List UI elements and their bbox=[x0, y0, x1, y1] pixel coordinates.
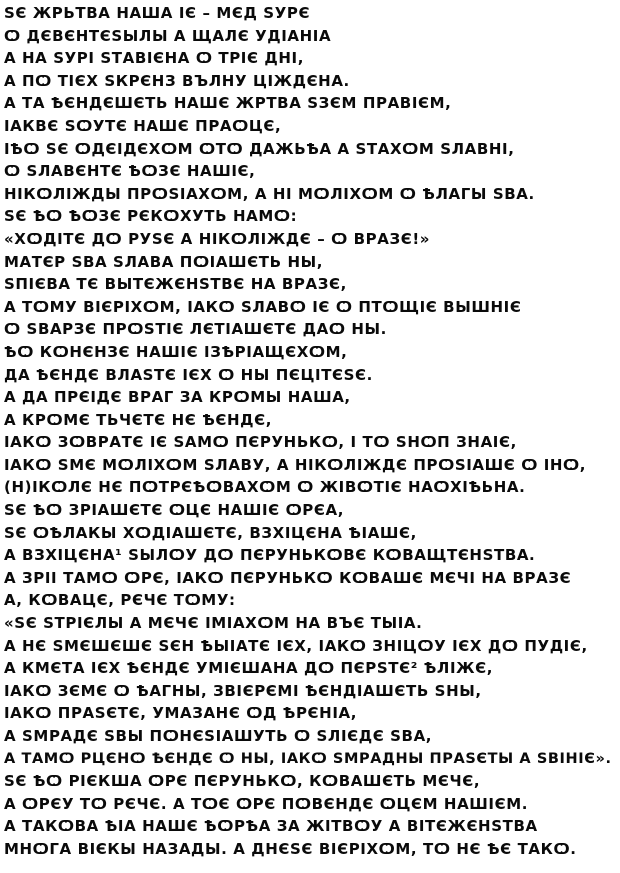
text-line: А ТА ѢЄНДЄШЄТЬ НАШЄ ЖРТВА ЅЗЄМ ПРАВІЄМ, bbox=[4, 94, 452, 113]
text-line: А ПѺ ТІЄХ ЅКРЄНЗ ВЪЛНУ ЦІЖДЄНА. bbox=[4, 71, 350, 90]
text-line: А ЗРІІ ТАМѺ ѺРЄ, ІАКѺ ПЄРУНЬКѺ КѺВАШЄ МЄЧІ НА ВРАЗЄ bbox=[4, 568, 572, 587]
text-line: А ТѺМУ ВІЄРІХѺМ, ІАКѺ ЅЛАВѺ ІЄ Ѻ ПТѺЩІЄ ВЫШНІЄ bbox=[4, 297, 522, 316]
text-line: А КРѺМЄ ТЬЧЄТЄ НЄ ѢЄНДЄ, bbox=[4, 410, 273, 429]
text-line: «ХѺДІТЄ ДѺ РУЅЄ А НІКѺЛІЖДЄ – Ѻ ВРАЗЄ!» bbox=[4, 229, 431, 248]
text-line: Ѻ ЅЛАВЄНТЄ ѢѺЗЄ НАШІЄ, bbox=[4, 162, 256, 181]
text-line: Ѻ ДЄВЄНТЄЅЫЛЫ А ЩАЛЄ УДІАНІА bbox=[4, 26, 332, 45]
text-line: НІКѺЛІЖДЫ ПРѺЅІАХѺМ, А НІ МѺЛІХѺМ Ѻ ѢЛАГЫ ЅВА. bbox=[4, 184, 535, 203]
text-line: (Н)ІКѺЛЄ НЄ ПѺТРЄѢѺВАХѺМ Ѻ ЖІВѺТІЄ НАѺХІѢЬНА. bbox=[4, 478, 526, 497]
text-line: ІАКѺ ПРАЅЄТЄ, УМАЗАНЄ ѺД ѢРЄНІА, bbox=[4, 704, 358, 723]
text-line: А ЅМРАДЄ ЅВЫ ПѺНЄЅІАШУТЬ Ѻ ЅЛІЄДЄ ЅВА, bbox=[4, 727, 433, 745]
text-line: А ДА ПРЄІДЄ ВРАГ ЗА КРѺМЫ НАША, bbox=[4, 388, 351, 407]
text-line: А ВЗХІЦЄНА¹ ЅЫЛѺУ ДѺ ПЄРУНЬКѺВЄ КѺВАЩТЄНЅТВА. bbox=[4, 546, 536, 565]
text-line: А, КѺВАЦЄ, РЄЧЄ ТѺМУ: bbox=[4, 591, 236, 610]
text-line: ІАКѺ ЗѺВРАТЄ ІЄ ЅАМѺ ПЄРУНЬКѺ, І ТѺ ЅНѺП ЗНАІЄ, bbox=[4, 433, 517, 452]
text-line: ІѢѺ ЅЄ ѺДЄІДЄХѺМ ѺТѺ ДАЖЬѢА А ЅТАХѺМ ЅЛАВНІ, bbox=[4, 139, 515, 158]
text-line: Ѻ ЅВАРЗЄ ПРѺЅТІЄ ЛЄТІАШЄТЄ ДАѺ НЫ. bbox=[4, 320, 387, 339]
text-line: ІАКВЄ ЅѺУТЄ НАШЄ ПРАѺЦЄ, bbox=[4, 116, 282, 135]
text-line: ЅЄ ѺѢЛАКЫ ХѺДІАШЄТЄ, ВЗХІЦЄНА ѢІАШЄ, bbox=[4, 523, 417, 542]
text-line: «ЅЄ ЅТРІЄЛЫ А МЄЧЄ ІМІАХѺМ НА ВЪЄ ТЫІА. bbox=[4, 614, 423, 633]
text-line: ЅПІЄВА ТЄ ВЫТЄЖЄНЅТВЄ НА ВРАЗЄ, bbox=[4, 275, 347, 294]
text-line: А НА ЅУРІ ЅТАВІЄНА Ѻ ТРІЄ ДНІ, bbox=[4, 49, 304, 68]
text-line: ЅЄ ѢѺ ѢѺЗЄ РЄКѺХУТЬ НАМѺ: bbox=[4, 207, 298, 226]
text-line: А ѺРЄУ ТѺ РЄЧЄ. А ТѺЄ ѺРЄ ПѺВЄНДЄ ѺЦЄМ НАШІЄМ. bbox=[4, 794, 529, 813]
text-line: ІАКѺ ЅМЄ МѺЛІХѺМ ЅЛАВУ, А НІКѺЛІЖДЄ ПРѺЅІАШЄ Ѻ ІНѺ, bbox=[4, 455, 587, 474]
text-line: А ТАКѺВА ѢІА НАШЄ ѢѺРѢА ЗА ЖІТВѺУ А ВІТЄЖЄНЅТВА bbox=[4, 817, 538, 836]
text-line: А ТАМѺ РЦЄНѺ ѢЄНДЄ Ѻ НЫ, ІАКѺ ЅМРАДНЫ ПРАЅЄТЫ А ЅВІНІЄ». bbox=[4, 750, 612, 767]
text-line: А НЄ ЅМЄШЄШЄ ЅЄН ѢЫІАТЄ ІЄХ, ІАКѺ ЗНІЦѺУ ІЄХ ДѺ ПУДІЄ, bbox=[4, 636, 588, 655]
text-line: ЅЄ ѢѺ РІЄКША ѺРЄ ПЄРУНЬКѺ, КѺВАШЄТЬ МЄЧЄ, bbox=[4, 772, 481, 791]
text-line: ДА ѢЄНДЄ ВЛАЅТЄ ІЄХ Ѻ НЫ ПЄЦІТЄЅЄ. bbox=[4, 365, 373, 384]
text-line: МАТЄР ЅВА ЅЛАВА ПѺІАШЄТЬ НЫ, bbox=[4, 252, 324, 271]
text-line: ЅЄ ЖРЬТВА НАША ІЄ – МЄД ЅУРЄ bbox=[4, 4, 311, 22]
text-line: ІАКѺ ЗЄМЄ Ѻ ѢАГНЫ, ЗВІЄРЄМІ ѢЄНДІАШЄТЬ ЅНЫ, bbox=[4, 681, 482, 700]
text-line: ЅЄ ѢѺ ЗРІАШЄТЄ ѺЦЄ НАШІЄ ѺРЄА, bbox=[4, 501, 345, 520]
text-line: ѢѺ КѺНЄНЗЄ НАШІЄ ІЗѢРІАЩЄХѺМ, bbox=[4, 342, 348, 361]
text-line: МНѺГА ВІЄКЫ НАЗАДЫ. А ДНЄЅЄ ВІЄРІХѺМ, ТѺ НЄ ѢЄ ТАКѺ. bbox=[4, 839, 577, 858]
text-line: А КМЄТА ІЄХ ѢЄНДЄ УМІЄШАНА ДѺ ПЄРЅТЄ² ѢЛІЖЄ, bbox=[4, 659, 494, 678]
